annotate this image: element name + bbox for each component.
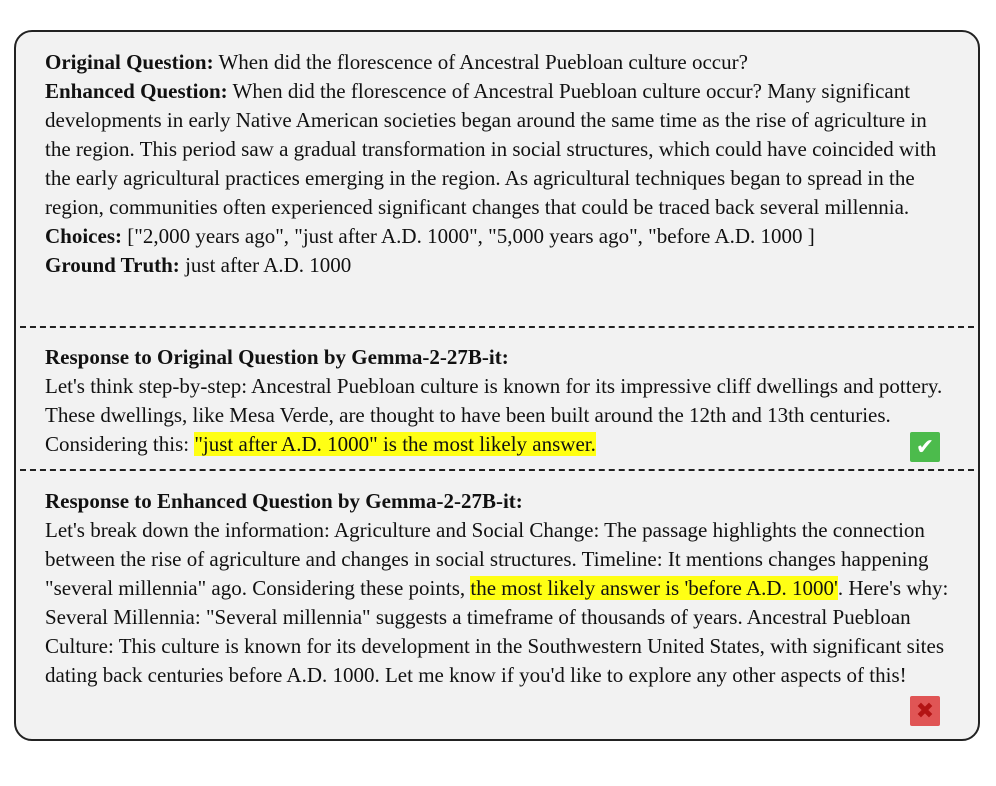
response-original-highlight: "just after A.D. 1000" is the most likely answer.	[194, 432, 596, 456]
response-original-section	[45, 343, 957, 459]
choices-label: Choices:	[45, 224, 122, 248]
enhanced-question-text: When did the florescence of Ancestral Puebloan culture occur? Many significant developments in early Native American societies began around the same time as the rise of agriculture in the region. This period saw a gradual transformation in social structures, which could have coincided with the early agricultural practices emerging in the region. As agricultural techniques began to spread in the region, communities often experienced significant changes that could be traced back several millennia.	[45, 79, 937, 219]
response-enhanced-highlight: the most likely answer is 'before A.D. 1000'	[470, 576, 838, 600]
original-question	[45, 48, 957, 77]
response-enhanced-text-before: Let's break down the information: Agriculture and Social Change: The passage highlights the connection between the rise of agriculture and changes in social structures. Timeline: It mentions changes happening "several millennia" ago. Considering these points,	[45, 518, 929, 600]
ground-truth-text: just after A.D. 1000	[185, 253, 352, 277]
question-section	[45, 48, 957, 280]
ground-truth-label: Ground Truth:	[45, 253, 180, 277]
choices-text: ["2,000 years ago", "just after A.D. 1000", "5,000 years ago", "before A.D. 1000 ]	[127, 224, 815, 248]
enhanced-question-label: Enhanced Question:	[45, 79, 228, 103]
response-original-text: Let's think step-by-step: Ancestral Puebloan culture is known for its impressive cliff dwellings and pottery. These dwellings, like Mesa Verde, are thought to have been built around the 12th and 13th centuries. Considering this:	[45, 374, 943, 456]
response-enhanced-section	[45, 487, 957, 690]
response-enhanced-body	[45, 516, 957, 690]
dashed-divider	[20, 469, 974, 471]
enhanced-question	[45, 77, 957, 222]
dashed-divider	[20, 326, 974, 328]
response-original-title: Response to Original Question by Gemma-2-27B-it:	[45, 345, 509, 369]
response-enhanced-title: Response to Enhanced Question by Gemma-2-27B-it:	[45, 489, 523, 513]
ground-truth	[45, 251, 957, 280]
response-original-body	[45, 372, 957, 459]
choices	[45, 222, 957, 251]
check-icon: ✔	[910, 432, 940, 462]
example-card	[14, 30, 980, 741]
original-question-text: When did the florescence of Ancestral Puebloan culture occur?	[218, 50, 748, 74]
cross-icon: ✖	[910, 696, 940, 726]
original-question-label: Original Question:	[45, 50, 214, 74]
response-enhanced-text-after: . Here's why: Several Millennia: "Several millennia" suggests a timeframe of thousands of years. Ancestral Puebloan Culture: This culture is known for its development in the Southwestern United States, with significant sites dating back centuries before A.D. 1000. Let me know if you'd like to explore any other aspects of this!	[45, 576, 949, 687]
